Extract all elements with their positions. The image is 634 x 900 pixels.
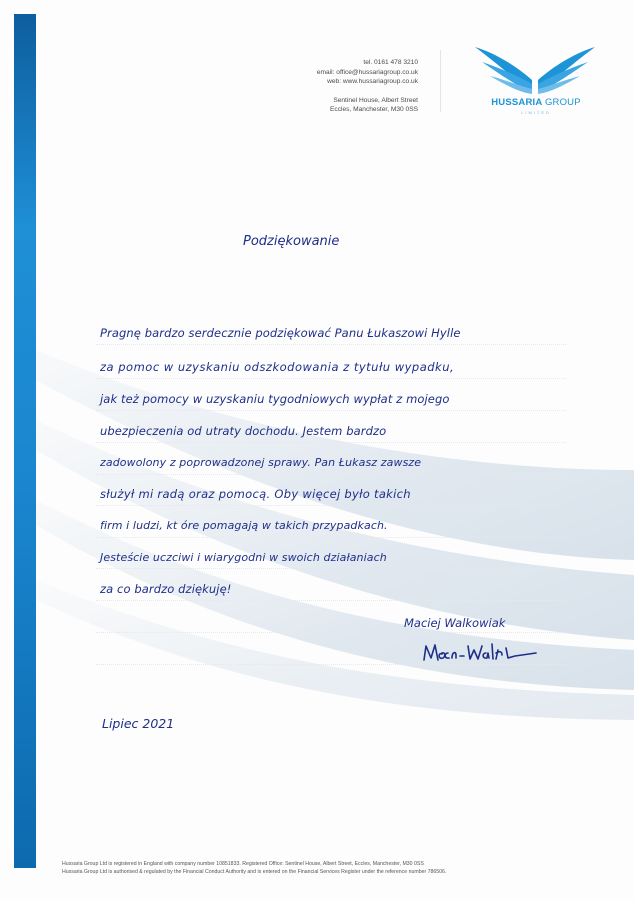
letter-line: jak też pomocy w uzyskaniu tygodniowych wypłat z mojego xyxy=(100,392,450,406)
footer-regulation-text: Hussaria Group Ltd is authorised & regulated by the Financial Conduct Authority and is entered on the Financial Services Register under the reference number 786506. xyxy=(62,869,447,875)
letter-title: Podziękowanie xyxy=(243,234,340,249)
ruled-line xyxy=(96,378,566,379)
contact-address-line1: Sentinel House, Albert Street xyxy=(333,96,418,104)
contact-website: web: www.hussariagroup.co.uk xyxy=(327,78,418,85)
letter-line: ubezpieczenia od utraty dochodu. Jestem bardzo xyxy=(100,424,387,438)
letter-line: Jesteście uczciwi i wiarygodni w swoich działaniach xyxy=(100,551,387,564)
letter-line: za co bardzo dziękuję! xyxy=(100,582,232,596)
letter-line: za pomoc w uzyskaniu odszkodowania z tytułu wypadku, xyxy=(100,360,455,374)
contact-block xyxy=(280,58,418,115)
ruled-line xyxy=(96,410,566,411)
company-logo-wordmark: HUSSARIA GROUP xyxy=(491,97,581,108)
ruled-line xyxy=(96,600,566,601)
header-divider xyxy=(440,50,441,112)
ruled-line xyxy=(96,568,566,569)
company-logo-subtitle: LIMITED xyxy=(521,110,551,115)
contact-phone: tel. 0161 478 3210 xyxy=(363,59,418,66)
contact-address-line2: Eccles, Manchester, M30 0SS xyxy=(330,106,418,113)
ruled-line xyxy=(96,344,566,345)
footer-registration-text: Hussaria Group Ltd is registered in England with company number 10851833. Registered Office: Sentinel House, Albert Street, Eccles, Manchester, M30 0SS xyxy=(62,861,424,867)
letter-line: służył mi radą oraz pomocą. Oby więcej było takich xyxy=(100,487,411,501)
letter-line: Pragnę bardzo serdecznie podziękować Panu Łukaszowi Hylle xyxy=(100,326,461,340)
letter-date: Lipiec 2021 xyxy=(102,716,175,731)
ruled-line xyxy=(96,442,566,443)
contact-email: email: office@hussariagroup.co.uk xyxy=(316,68,418,76)
ruled-line xyxy=(96,632,566,633)
ruled-line xyxy=(96,537,566,538)
legal-footer xyxy=(62,860,602,876)
letter-line: zadowolony z poprowadzonej sprawy. Pan Łukasz zawsze xyxy=(100,456,422,469)
ruled-line xyxy=(96,505,566,506)
letter-line: firm i ludzi, kt óre pomagają w takich przypadkach. xyxy=(100,519,388,532)
ruled-line xyxy=(96,474,566,475)
signatory-name: Maciej Walkowiak xyxy=(404,616,506,630)
handwritten-signature xyxy=(420,636,544,666)
